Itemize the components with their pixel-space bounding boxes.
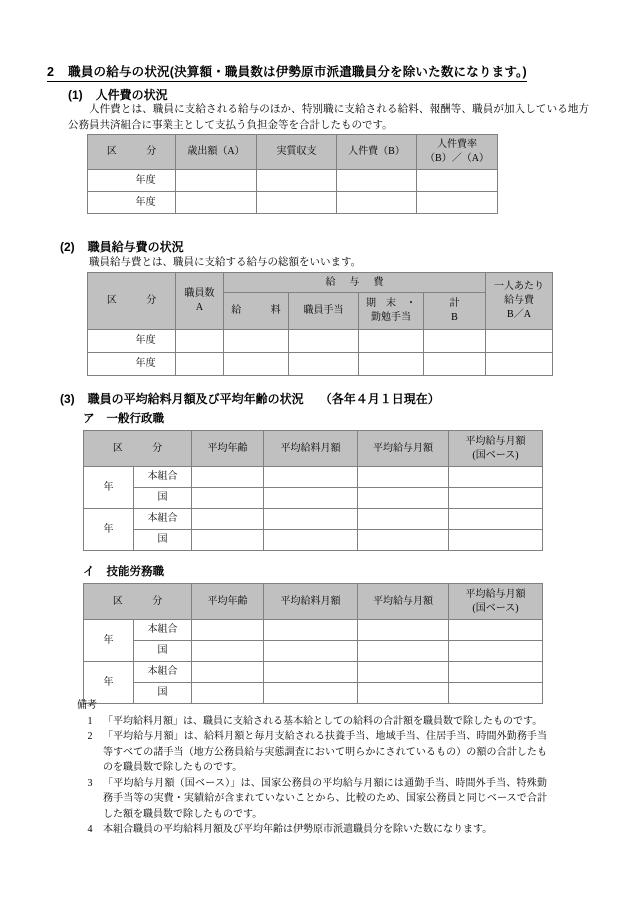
row-year-label: 年 xyxy=(84,620,134,662)
cell-average-age[interactable] xyxy=(192,662,264,683)
header-per-person-line1: 一人あたり xyxy=(494,281,544,292)
cell-average-pay-monthly[interactable] xyxy=(358,467,449,488)
section-2-paragraph: 職員給与費とは、職員に支給する給与の総額をいいます。 xyxy=(89,257,362,268)
cell-average-age[interactable] xyxy=(192,488,264,509)
notes-label: 備考 xyxy=(77,700,97,711)
page-title xyxy=(47,62,527,82)
table-row xyxy=(84,488,543,509)
header-average-age: 平均年齢 xyxy=(192,584,264,620)
cell-average-salary-monthly[interactable] xyxy=(264,530,358,551)
row-sub-label-honkumiai: 本組合 xyxy=(134,662,192,683)
table-row xyxy=(88,170,498,192)
section-3-title: 職員の平均給料月額及び平均年齢の状況 xyxy=(87,392,304,406)
row-year-label: 年度 xyxy=(88,192,176,214)
note-index: 4 xyxy=(87,824,93,835)
header-average-pay-monthly-national xyxy=(449,584,543,620)
cell-bonus-allowance[interactable] xyxy=(359,330,424,353)
cell-personnel-cost-ratio[interactable] xyxy=(417,192,498,214)
cell-staff-count[interactable] xyxy=(176,353,224,376)
row-sub-label-honkumiai: 本組合 xyxy=(134,509,192,530)
table-row xyxy=(88,353,553,376)
row-sub-label-honkumiai: 本組合 xyxy=(134,620,192,641)
cell-average-age[interactable] xyxy=(192,641,264,662)
table-header-row xyxy=(84,431,543,467)
subsection-b-heading xyxy=(83,563,164,579)
cell-average-salary-monthly[interactable] xyxy=(264,488,358,509)
header-salary-cost-group: 給 与 費 xyxy=(224,273,486,293)
header-total xyxy=(424,293,486,330)
header-personnel-cost-ratio-line2: （B）／（A） xyxy=(425,153,489,164)
note-index: 3 xyxy=(87,777,93,789)
cell-real-balance[interactable] xyxy=(257,170,337,192)
row-year-label: 年 xyxy=(84,509,134,551)
cell-staff-allowance[interactable] xyxy=(289,353,359,376)
row-sub-label-kuni: 国 xyxy=(134,488,192,509)
section-2-heading xyxy=(60,238,184,255)
note-item xyxy=(77,714,547,730)
cell-average-pay-monthly[interactable] xyxy=(358,530,449,551)
table-personnel-cost xyxy=(87,134,498,214)
header-kubun: 区 分 xyxy=(84,431,192,467)
header-kubun: 区 分 xyxy=(88,135,176,170)
header-average-salary-monthly: 平均給料月額 xyxy=(264,584,358,620)
section-1-paragraph: 人件費とは、職員に支給される給与のほか、特別職に支給される給料、報酬等、職員が加入している地方公務員共済組合に事業主として支払う負担金等を合計したものです。 xyxy=(68,104,589,131)
cell-average-pay-national[interactable] xyxy=(449,641,543,662)
header-salary: 給 料 xyxy=(224,293,289,330)
table-row xyxy=(84,467,543,488)
table-row xyxy=(84,662,543,683)
cell-average-age[interactable] xyxy=(192,620,264,641)
table-header-row xyxy=(84,584,543,620)
cell-average-pay-national[interactable] xyxy=(449,488,543,509)
table-row xyxy=(88,192,498,214)
header-per-person-line2: 給与費 xyxy=(504,295,534,306)
cell-average-age[interactable] xyxy=(192,530,264,551)
cell-total[interactable] xyxy=(424,353,486,376)
cell-average-pay-monthly[interactable] xyxy=(358,662,449,683)
cell-average-salary-monthly[interactable] xyxy=(264,509,358,530)
table-row xyxy=(84,641,543,662)
cell-average-pay-national[interactable] xyxy=(449,509,543,530)
cell-average-salary-monthly[interactable] xyxy=(264,641,358,662)
cell-average-pay-national[interactable] xyxy=(449,530,543,551)
table-header-row-top xyxy=(88,273,553,293)
table-header-row xyxy=(88,135,498,170)
header-real-balance: 実質収支 xyxy=(257,135,337,170)
cell-average-pay-monthly[interactable] xyxy=(358,488,449,509)
row-year-label: 年度 xyxy=(88,330,176,353)
cell-personnel-cost[interactable] xyxy=(337,170,417,192)
cell-salary[interactable] xyxy=(224,330,289,353)
subsection-a-marker: ア xyxy=(83,413,95,425)
row-sub-label-kuni: 国 xyxy=(134,641,192,662)
cell-staff-count[interactable] xyxy=(176,330,224,353)
notes-block xyxy=(77,698,547,838)
section-1-heading xyxy=(68,86,168,103)
table-row xyxy=(84,620,543,641)
note-text: 「平均給与月額」は、給料月額と毎月支給される扶養手当、地域手当、住居手当、時間外勤務手当等すべての諸手当（地方公務員給与実態調査において明らかにされているもの）の額の合計したものを職員数で除したものです。 xyxy=(103,731,547,773)
cell-average-pay-national[interactable] xyxy=(449,662,543,683)
row-year-label: 年度 xyxy=(88,353,176,376)
header-staff-count-line2: A xyxy=(195,302,204,313)
header-average-pay-monthly: 平均給与月額 xyxy=(358,431,449,467)
cell-per-person[interactable] xyxy=(486,353,553,376)
header-per-person-line3: B／A xyxy=(507,309,531,320)
page-title-text: 職員の給与の状況(決算額・職員数は伊勢原市派遣職員分を除いた数になります。) xyxy=(68,65,527,79)
cell-real-balance[interactable] xyxy=(257,192,337,214)
note-item xyxy=(77,822,547,838)
page-title-number: 2 xyxy=(47,65,55,79)
cell-average-pay-national[interactable] xyxy=(449,620,543,641)
subsection-a-title: 一般行政職 xyxy=(106,413,164,425)
note-text: 本組合職員の平均給料月額及び平均年齢は伊勢原市派遣職員分を除いた数になります。 xyxy=(103,824,493,835)
cell-average-salary-monthly[interactable] xyxy=(264,467,358,488)
table-admin-staff-average xyxy=(83,430,543,551)
row-year-label: 年 xyxy=(84,662,134,704)
table-row xyxy=(84,530,543,551)
cell-salary[interactable] xyxy=(224,353,289,376)
row-year-label: 年 xyxy=(84,467,134,509)
cell-staff-allowance[interactable] xyxy=(289,330,359,353)
row-year-label: 年度 xyxy=(88,170,176,192)
cell-average-age[interactable] xyxy=(192,509,264,530)
header-per-person-salary xyxy=(486,273,553,330)
header-average-salary-monthly: 平均給料月額 xyxy=(264,431,358,467)
row-sub-label-kuni: 国 xyxy=(134,530,192,551)
row-sub-label-kuni: 国 xyxy=(134,683,192,704)
cell-average-salary-monthly[interactable] xyxy=(264,620,358,641)
header-total-line2: B xyxy=(451,312,458,323)
cell-average-salary-monthly[interactable] xyxy=(264,662,358,683)
section-1-number: (1) xyxy=(68,88,83,102)
subsection-b-marker: イ xyxy=(83,566,95,578)
section-2-title: 職員給与費の状況 xyxy=(87,240,184,254)
header-average-pay-monthly-national xyxy=(449,431,543,467)
header-bonus-allowance xyxy=(359,293,424,330)
cell-bonus-allowance[interactable] xyxy=(359,353,424,376)
header-personnel-cost: 人件費（B） xyxy=(337,135,417,170)
table-row xyxy=(88,330,553,353)
header-staff-count xyxy=(176,273,224,330)
header-bonus-allowance-line2: 勤勉手当 xyxy=(371,312,411,323)
cell-total[interactable] xyxy=(424,330,486,353)
header-staff-count-line1: 職員数 xyxy=(184,288,215,299)
header-average-pay-national-line2: (国ベース) xyxy=(472,602,519,614)
header-average-age: 平均年齢 xyxy=(192,431,264,467)
header-average-pay-national-line2: (国ベース) xyxy=(472,449,519,461)
note-item xyxy=(77,776,547,823)
header-personnel-cost-ratio xyxy=(417,135,498,170)
row-sub-label-honkumiai: 本組合 xyxy=(134,467,192,488)
header-staff-allowance: 職員手当 xyxy=(289,293,359,330)
note-index: 1 xyxy=(87,715,93,727)
section-2-number: (2) xyxy=(60,240,75,254)
header-kubun: 区 分 xyxy=(84,584,192,620)
header-average-pay-monthly: 平均給与月額 xyxy=(358,584,449,620)
table-technical-staff-average xyxy=(83,583,543,704)
header-average-pay-national-line1: 平均給与月額 xyxy=(465,588,526,600)
header-average-pay-national-line1: 平均給与月額 xyxy=(465,435,526,447)
section-3-number: (3) xyxy=(60,392,75,406)
header-kubun: 区 分 xyxy=(88,273,176,330)
subsection-b-title: 技能労務職 xyxy=(106,566,164,578)
header-total-line1: 計 xyxy=(449,298,460,309)
cell-expenditure[interactable] xyxy=(176,170,257,192)
cell-average-pay-national[interactable] xyxy=(449,467,543,488)
note-item xyxy=(77,729,547,776)
cell-average-pay-monthly[interactable] xyxy=(358,641,449,662)
note-text: 「平均給与月額（国ベース）」は、国家公務員の平均給与月額には通勤手当、時間外手当、特殊勤務手当等の実費・実績給が含まれていないことから、比較のため、国家公務員と同じベースで合計した額を職員数で除したものです。 xyxy=(103,777,547,820)
header-personnel-cost-ratio-line1: 人件費率 xyxy=(437,139,477,150)
cell-average-age[interactable] xyxy=(192,467,264,488)
section-1-title: 人件費の状況 xyxy=(95,88,168,102)
cell-average-pay-monthly[interactable] xyxy=(358,620,449,641)
section-3-heading xyxy=(60,390,440,407)
cell-expenditure[interactable] xyxy=(176,192,257,214)
cell-average-pay-monthly[interactable] xyxy=(358,509,449,530)
header-bonus-allowance-line1: 期 末 ・ xyxy=(366,298,416,309)
cell-personnel-cost[interactable] xyxy=(337,192,417,214)
cell-per-person[interactable] xyxy=(486,330,553,353)
subsection-a-heading xyxy=(83,410,164,426)
table-staff-salary-cost xyxy=(87,272,553,376)
note-index: 2 xyxy=(87,731,93,742)
cell-personnel-cost-ratio[interactable] xyxy=(417,170,498,192)
header-expenditure: 歳出額（A） xyxy=(176,135,257,170)
section-3-suffix: （各年４月１日現在） xyxy=(319,392,440,406)
table-row xyxy=(84,509,543,530)
note-text: 「平均給料月額」は、職員に支給される基本給としての給料の合計額を職員数で除したものです。 xyxy=(103,715,543,727)
